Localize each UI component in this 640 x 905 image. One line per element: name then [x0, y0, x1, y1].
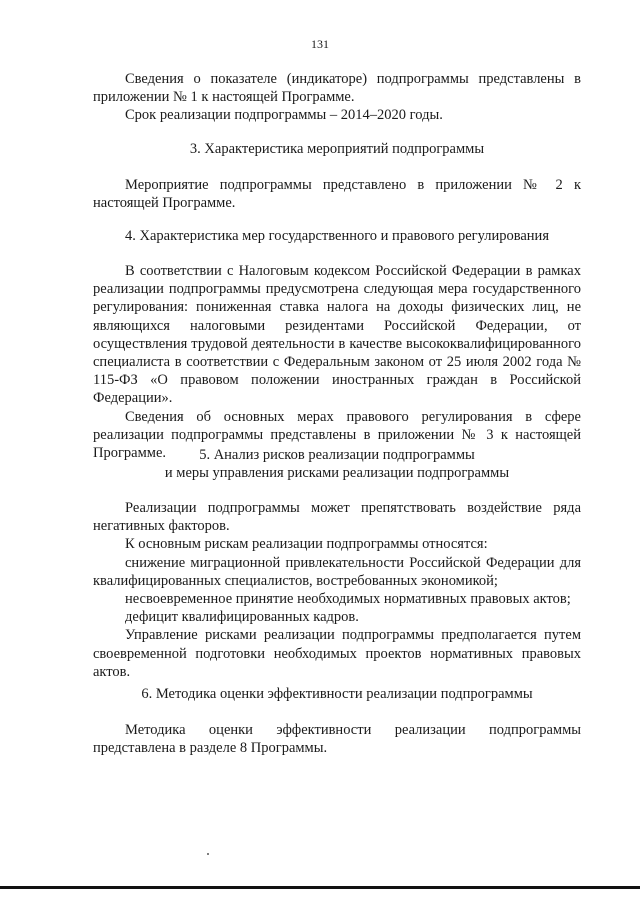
- heading-line: 5. Анализ рисков реализации подпрограммы: [199, 447, 475, 463]
- section-4-heading: 4. Характеристика мер государственного и правового регулирования: [125, 228, 549, 244]
- intro-text: [93, 70, 581, 125]
- section-3-body: [93, 176, 581, 212]
- paragraph: К основным рискам реализации подпрограммы относятся:: [125, 536, 488, 553]
- section-4-body: [93, 262, 581, 462]
- section-5-body: [93, 499, 581, 681]
- section-5-heading: [93, 446, 581, 482]
- heading-line: и меры управления рисками реализации подпрограммы: [164, 465, 510, 482]
- page-number: 131: [311, 37, 329, 51]
- paragraph: Методика оценки эффективности реализации подпрограммы представлена в разделе 8 Программы.: [93, 722, 581, 757]
- paragraph: Сведения об основных мерах правового регулирования в сфере реализации подпрограммы представлены в приложении № 3 к настоящей Программе.: [93, 408, 581, 462]
- paragraph: В соответствии с Налоговым кодексом Российской Федерации в рамках реализации подпрограммы предусмотрена следующая мера государственного регулирования: пониженная ставка налога на доходы физических лиц, не являющихся налоговыми резидентами Российской Федерации, от осуществления трудовой деятельности в качестве высококвалифицированного специалиста в соответствии с Федеральным законом от 25 июля 2002 года № 115-ФЗ «О правовом положении иностранных граждан в Российской Федерации».: [93, 263, 581, 407]
- paragraph: Срок реализации подпрограммы – 2014–2020 годы.: [125, 107, 443, 124]
- section-3-heading: 3. Характеристика мероприятий подпрограммы: [189, 141, 485, 157]
- paragraph: Сведения о показателе (индикаторе) подпрограммы представлены в приложении № 1 к настоящей Программе.: [93, 71, 581, 106]
- section-6-heading: 6. Методика оценки эффективности реализации подпрограммы: [141, 686, 533, 702]
- paragraph: Реализации подпрограммы может препятствовать воздействие ряда негативных факторов.: [93, 500, 581, 535]
- paragraph: Управление рисками реализации подпрограммы предполагается путем своевременной подготовки необходимых проектов нормативных правовых актов.: [93, 627, 581, 680]
- bottom-border-line: [0, 886, 640, 889]
- scan-speck: [207, 853, 209, 855]
- paragraph: несвоевременное принятие необходимых нормативных правовых актов;: [125, 591, 571, 608]
- paragraph: Мероприятие подпрограммы представлено в приложении № 2 к настоящей Программе.: [93, 177, 581, 212]
- paragraph: дефицит квалифицированных кадров.: [125, 609, 359, 626]
- paragraph: снижение миграционной привлекательности Российской Федерации для квалифицированных специалистов, востребованных экономикой;: [93, 554, 581, 589]
- section-6-body: [93, 721, 581, 757]
